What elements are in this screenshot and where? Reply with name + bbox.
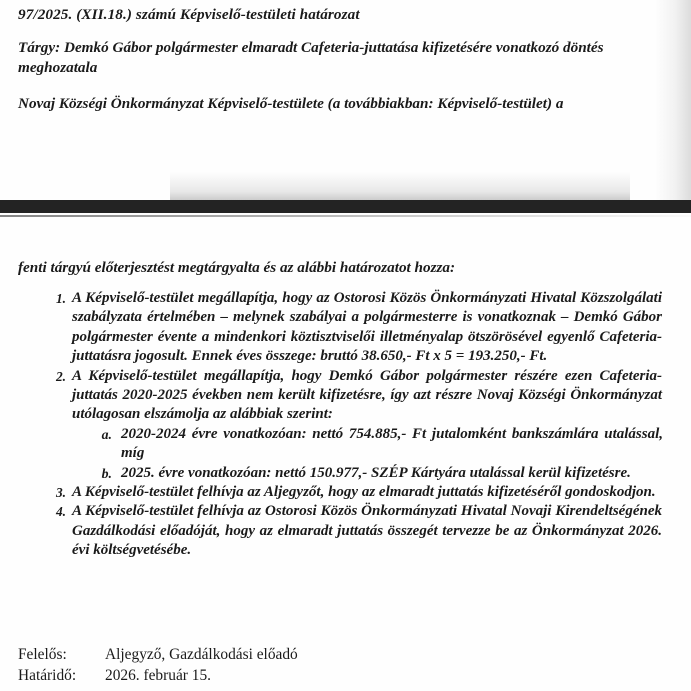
deadline-row xyxy=(18,665,578,686)
resolution-lead-line: fenti tárgyú előterjesztést megtárgyalta és az alábbi határozatot hozza: xyxy=(18,259,456,276)
deadline-value: 2026. február 15. xyxy=(105,667,211,684)
resolution-number-title: 97/2025. (XII.18.) számú Képviselő-testületi határozat xyxy=(18,6,360,23)
page-separator-band xyxy=(0,200,691,213)
decision-text: A Képviselő-testület felhívja az Aljegyzőt, hogy az elmaradt juttatás kifizetéséről gondoskodjon. xyxy=(72,484,656,501)
preamble-line: Novaj Községi Önkormányzat Képviselő-testülete (a továbbiakban: Képviselő-testület) a xyxy=(18,95,564,112)
decision-list xyxy=(18,289,663,561)
scan-edge-artifact xyxy=(655,0,691,200)
decision-item-2 xyxy=(34,367,662,483)
subdecision-marker: b. xyxy=(101,465,112,481)
document-header-block xyxy=(18,0,643,114)
decision-text: A Képviselő-testület megállapítja, hogy az Ostorosi Közös Önkormányzati Hivatal Közszolgálati szabályzata értelmében – melynek szabályai a polgármesterre is vonatkoznak – Demkó Gábor polgármester évente a mindenkori köztisztviselői illetményalap ötszörösével egyenlő Cafeteria-juttatásra jogosult. Ennek éves összege: bruttó 38.650,- Ft x 5 = 193.250,- Ft. xyxy=(72,290,662,365)
decision-item-3 xyxy=(34,483,662,502)
resolution-footer xyxy=(18,644,578,686)
decision-marker: 2. xyxy=(55,368,66,384)
decision-item-4 xyxy=(34,502,662,560)
decision-sublist xyxy=(72,425,662,483)
decision-item-1 xyxy=(34,289,662,367)
decision-subitem-b xyxy=(88,464,663,483)
subdecision-text: 2020-2024 évre vonatkozóan: nettó 754.885,- Ft jutalomként bankszámlára utalással, míg xyxy=(121,425,663,462)
decision-text: A Képviselő-testület megállapítja, hogy Demkó Gábor polgármester részére ezen Cafeteria-juttatás 2020-2025 években nem került kifizetésre, így azt részre Novaj Községi Önkormányzat utólagosan elszámolja az alábbiak szerint: xyxy=(72,367,662,423)
responsible-value: Aljegyző, Gazdálkodási előadó xyxy=(105,646,298,663)
decision-marker: 4. xyxy=(55,504,66,520)
deadline-label: Határidő: xyxy=(18,667,77,684)
scan-smudge-artifact xyxy=(170,172,630,200)
decision-text: A Képviselő-testület felhívja az Ostorosi Közös Önkormányzati Hivatal Novaji Kirendeltségének Gazdálkodási előadóját, hogy az elmaradt juttatás összegét tervezze be az Önkormányzat 2026. évi költségvetésébe. xyxy=(72,503,662,559)
responsible-row xyxy=(18,644,578,665)
decision-marker: 3. xyxy=(55,485,66,501)
decision-subitem-a xyxy=(88,425,663,464)
page-separator-hairline xyxy=(0,215,691,217)
decision-marker: 1. xyxy=(55,291,66,306)
subject-line: Tárgy: Demkó Gábor polgármester elmaradt Cafeteria-juttatása kifizetésére vonatkozó döntés meghozatala xyxy=(18,39,604,76)
subdecision-marker: a. xyxy=(101,426,112,442)
responsible-label: Felelős: xyxy=(18,646,67,663)
resolution-body-block xyxy=(18,258,663,561)
subdecision-text: 2025. évre vonatkozóan: nettó 150.977,- SZÉP Kártyára utalással kerül kifizetésre. xyxy=(121,464,631,481)
